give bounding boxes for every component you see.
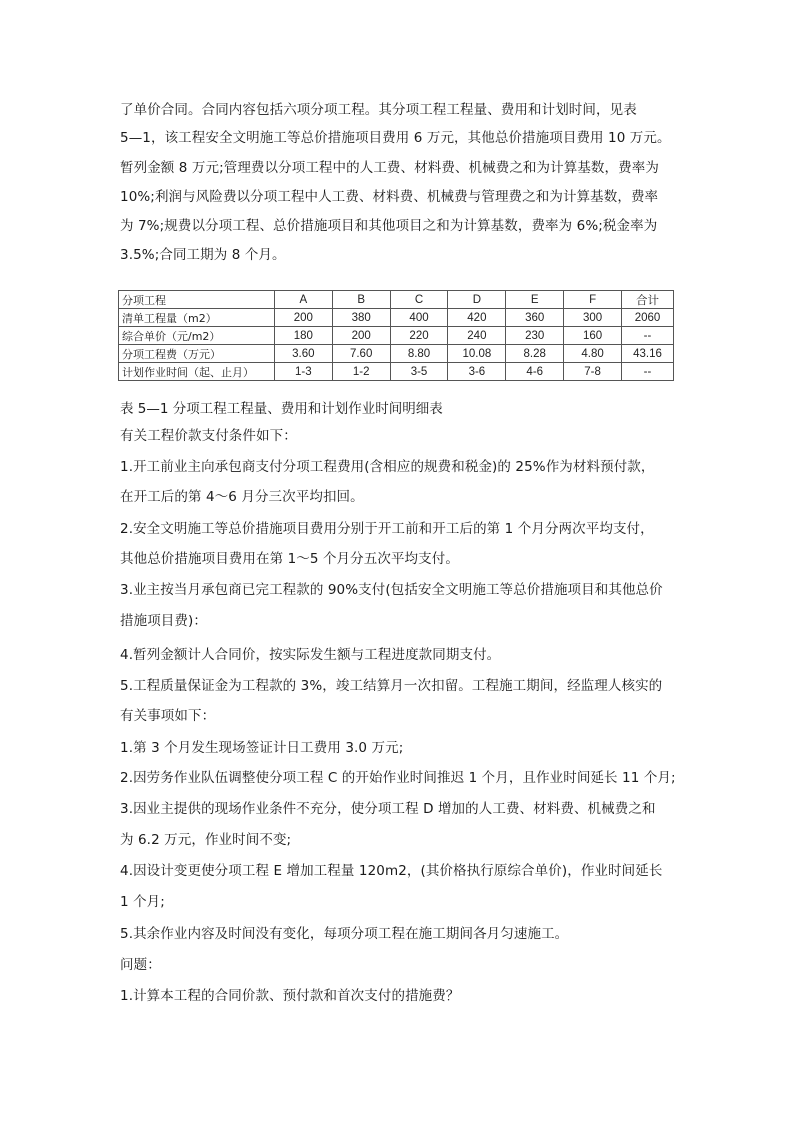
body-line: 有关工程价款支付条件如下： — [120, 428, 297, 444]
table-cell: 7-8 — [564, 363, 622, 381]
table-row — [119, 327, 674, 345]
body-line: 1.第 3 个月发生现场签证计日工费用 3.0 万元; — [120, 740, 404, 756]
table-cell: 1-3 — [274, 363, 332, 381]
intro-line: 为 7%;规费以分项工程、总价措施项目和其他项目之和为计算基数，费率为 6%;税金率为 — [120, 218, 658, 234]
table-cell: 4.80 — [564, 345, 622, 363]
project-detail-table — [118, 290, 674, 381]
table-cell: 160 — [564, 327, 622, 345]
body-line: 措施项目费)： — [120, 613, 207, 629]
body-line: 4.暂列金额计人合同价，按实际发生额与工程进度款同期支付。 — [120, 647, 501, 663]
body-line: 3.因业主提供的现场作业条件不充分，使分项工程 D 增加的人工费、材料费、机械费之和 — [120, 801, 656, 817]
table-cell: 计划作业时间（起、止月） — [119, 363, 275, 381]
table-cell: 200 — [274, 309, 332, 327]
intro-line: 了单价合同。合同内容包括六项分项工程。其分项工程工程量、费用和计划时间，见表 — [120, 102, 637, 118]
table-header-cell: D — [448, 291, 506, 309]
intro-line: 3.5%;合同工期为 8 个月。 — [120, 247, 286, 263]
table-header-cell: B — [332, 291, 390, 309]
table-cell: 8.28 — [506, 345, 564, 363]
table-header-cell: E — [506, 291, 564, 309]
body-line: 1 个月; — [120, 894, 165, 910]
table-cell: -- — [622, 363, 674, 381]
body-line: 1.计算本工程的合同价款、预付款和首次支付的措施费？ — [120, 988, 460, 1004]
table-cell: 3.60 — [274, 345, 332, 363]
table-cell: 400 — [390, 309, 448, 327]
body-line: 其他总价措施项目费用在第 1～5 个月分五次平均支付。 — [120, 551, 459, 567]
table-cell: 综合单价（元/m2） — [119, 327, 275, 345]
table-cell: 7.60 — [332, 345, 390, 363]
table-cell: 3-6 — [448, 363, 506, 381]
table-header-cell: C — [390, 291, 448, 309]
body-line: 5.工程质量保证金为工程款的 3%，竣工结算月一次扣留。工程施工期间，经监理人核实的 — [120, 678, 663, 694]
table-cell: 3-5 — [390, 363, 448, 381]
table-header-cell: A — [274, 291, 332, 309]
table-row — [119, 363, 674, 381]
table-cell: 4-6 — [506, 363, 564, 381]
table-header-row — [119, 291, 674, 309]
table-cell: 180 — [274, 327, 332, 345]
table-cell: 10.08 — [448, 345, 506, 363]
table-cell: 220 — [390, 327, 448, 345]
table-cell: 420 — [448, 309, 506, 327]
table-row — [119, 309, 674, 327]
body-line: 在开工后的第 4～6 月分三次平均扣回。 — [120, 489, 364, 505]
table-cell: 240 — [448, 327, 506, 345]
table-header-cell: F — [564, 291, 622, 309]
table-cell: 2060 — [622, 309, 674, 327]
table-cell: 8.80 — [390, 345, 448, 363]
intro-line: 暂列金额 8 万元;管理费以分项工程中的人工费、材料费、机械费之和为计算基数，费率为 — [120, 160, 659, 176]
table-caption: 表 5—1 分项工程工程量、费用和计划作业时间明细表 — [120, 401, 443, 417]
table-row — [119, 345, 674, 363]
body-line: 有关事项如下： — [120, 708, 216, 724]
table-cell: 清单工程量（m2） — [119, 309, 275, 327]
body-line: 1.开工前业主向承包商支付分项工程费用(含相应的规费和税金)的 25%作为材料预付款， — [120, 459, 655, 475]
table-cell: 360 — [506, 309, 564, 327]
table-cell: 分项工程费（万元） — [119, 345, 275, 363]
body-line: 5.其余作业内容及时间没有变化，每项分项工程在施工期间各月匀速施工。 — [120, 926, 569, 942]
intro-line: 5—1，该工程安全文明施工等总价措施项目费用 6 万元，其他总价措施项目费用 10 万元。 — [120, 130, 671, 146]
table-cell: 230 — [506, 327, 564, 345]
body-line: 2.安全文明施工等总价措施项目费用分别于开工前和开工后的第 1 个月分两次平均支付， — [120, 521, 654, 537]
table-header-cell: 合计 — [622, 291, 674, 309]
table-cell: 43.16 — [622, 345, 674, 363]
table-header-cell: 分项工程 — [119, 291, 275, 309]
table-cell: 300 — [564, 309, 622, 327]
table-cell: 380 — [332, 309, 390, 327]
table-cell: 200 — [332, 327, 390, 345]
body-line: 2.因劳务作业队伍调整使分项工程 C 的开始作业时间推迟 1 个月，且作业时间延长 11 个月; — [120, 770, 676, 786]
intro-line: 10%;利润与风险费以分项工程中人工费、材料费、机械费与管理费之和为计算基数，费率 — [120, 189, 659, 205]
table-cell: 1-2 — [332, 363, 390, 381]
body-line: 3.业主按当月承包商已完工程款的 90%支付(包括安全文明施工等总价措施项目和其他总价 — [120, 582, 663, 598]
table-cell: -- — [622, 327, 674, 345]
body-line: 4.因设计变更使分项工程 E 增加工程量 120m2，(其价格执行原综合单价)，作业时间延长 — [120, 863, 663, 879]
body-line: 问题： — [120, 957, 161, 973]
body-line: 为 6.2 万元，作业时间不变; — [120, 832, 292, 848]
